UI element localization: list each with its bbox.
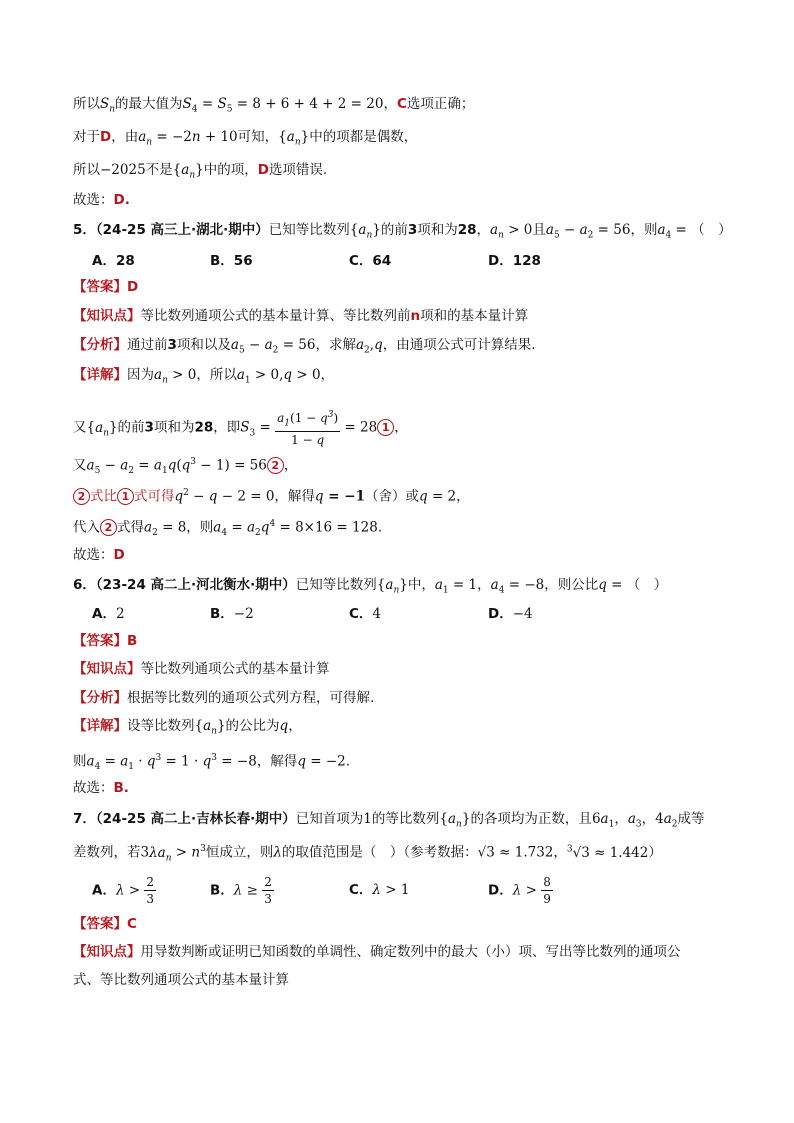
q5-option-a[interactable]: A．28 bbox=[92, 253, 135, 269]
q6-analysis: 【分析】根据等比数列的通项公式列方程，可得解. bbox=[73, 690, 375, 706]
q6-option-b[interactable]: B．−2 bbox=[210, 606, 254, 622]
q7-option-d[interactable]: D．λ > $\frac{8}{9}$ bbox=[488, 875, 551, 906]
circled-number-1: 1 bbox=[377, 419, 394, 436]
q5-option-d[interactable]: D．128 bbox=[488, 253, 541, 269]
circled-number-2: 2 bbox=[73, 488, 90, 505]
q5-detail-4: 2 式比 1 式可得$q^2 - q - 2 = 0$，解得q = −1（舍）或q = 2， bbox=[73, 483, 470, 507]
q6-option-a[interactable]: A．2 bbox=[92, 606, 125, 622]
q7-knowledge-point-1: 【知识点】用导数判断或证明已知函数的单调性、确定数列中的最大（小）项、写出等比数列的通项公 bbox=[73, 944, 681, 960]
q6-detail-2: 则$a_4 = a_1 \cdot q^3 = 1 \cdot q^3 = -8$，解得q = −2. bbox=[73, 753, 351, 773]
circled-number-2: 2 bbox=[267, 457, 284, 474]
q7-option-a[interactable]: A．λ > $\frac{2}{3}$ bbox=[92, 875, 155, 906]
q6-answer: 【答案】B bbox=[73, 633, 138, 649]
q5-detail-2: 又$\{a_n\}$的前3项和为28，即$S_3$ = $\frac{a_1(1 - q^3)}{1 - q}$ = 28 1 ， bbox=[73, 407, 408, 448]
q6-option-d[interactable]: D．−4 bbox=[488, 606, 533, 622]
q5-option-b[interactable]: B．56 bbox=[210, 253, 253, 269]
q6-final: 故选：B. bbox=[73, 780, 129, 796]
q6-detail-1: 【详解】设等比数列$\{a_n\}$的公比为q， bbox=[73, 718, 302, 737]
q7-answer: 【答案】C bbox=[73, 916, 137, 932]
q5-final: 故选：D bbox=[73, 547, 125, 563]
q5-knowledge-point: 【知识点】等比数列通项公式的基本量计算、等比数列前n项和的基本量计算 bbox=[73, 308, 529, 324]
circled-number-1: 1 bbox=[117, 488, 134, 505]
q7-stem-line-2: 差数列，若$3\lambda a_n > n^3$恒成立，则λ的取值范围是（ ）（参考数据：√3 ≈ 1.732，$^3$√3 ≈ 1.442） bbox=[73, 844, 662, 864]
circled-number-2: 2 bbox=[100, 519, 117, 536]
q5-stem: 5．（24-25 高三上·湖北·期中）已知等比数列$\{a_n\}$的前3项和为28，$a_n > 0$且$a_5 - a_2 = 56$，则$a_4$ = （ ） bbox=[73, 222, 732, 241]
q5-detail-3: 又$a_5 - a_2 = a_1q(q^3 - 1) = 56$ 2 ， bbox=[73, 457, 298, 477]
q5-detail-5: 代入 2 式得$a_2 = 8$，则$a_4 = a_2q^4 = 8\times 16 = 128$. bbox=[73, 519, 383, 539]
conclusion-line-2: 对于D，由$a_n = -2n + 10$可知，$\{a_n\}$中的项都是偶数， bbox=[73, 129, 418, 148]
q5-option-c[interactable]: C．64 bbox=[349, 253, 392, 269]
conclusion-line-4: 故选：D. bbox=[73, 192, 130, 208]
q7-option-b[interactable]: B．λ ≥ $\frac{2}{3}$ bbox=[210, 875, 272, 906]
conclusion-line-3: 所以−2025不是$\{a_n\}$中的项，D选项错误. bbox=[73, 162, 328, 181]
sum-formula-fraction: $\frac{a_1(1 - q^3)}{1 - q}$ bbox=[275, 407, 340, 448]
q5-analysis: 【分析】通过前3项和以及$a_5 - a_2 = 56$，求解$a_2,q$，由通项公式可计算结果. bbox=[73, 337, 536, 356]
q7-stem-line-1: 7．（24-25 高二上·吉林长春·期中）已知首项为1的等比数列$\{a_n\}$的各项均为正数，且$6a_1$，$a_3$，$4a_2$成等 bbox=[73, 811, 705, 830]
q5-detail-1: 【详解】因为$a_n > 0$，所以$a_1 > 0,q > 0$， bbox=[73, 367, 335, 386]
q7-option-c[interactable]: C．λ > 1 bbox=[349, 882, 410, 898]
q7-knowledge-point-2: 式、等比数列通项公式的基本量计算 bbox=[73, 972, 289, 988]
q6-stem: 6．（23-24 高二上·河北衡水·期中）已知等比数列$\{a_n\}$中，$a_1 = 1$，$a_4 = -8$，则公比q = （ ） bbox=[73, 577, 668, 596]
q5-answer: 【答案】D bbox=[73, 279, 139, 295]
q6-knowledge-point: 【知识点】等比数列通项公式的基本量计算 bbox=[73, 661, 330, 677]
q6-option-c[interactable]: C．4 bbox=[349, 606, 382, 622]
conclusion-line-1: 所以$S_n$的最大值为$S_4 = S_5 = 8 + 6 + 4 + 2 = 20$，C选项正确； bbox=[73, 96, 475, 115]
